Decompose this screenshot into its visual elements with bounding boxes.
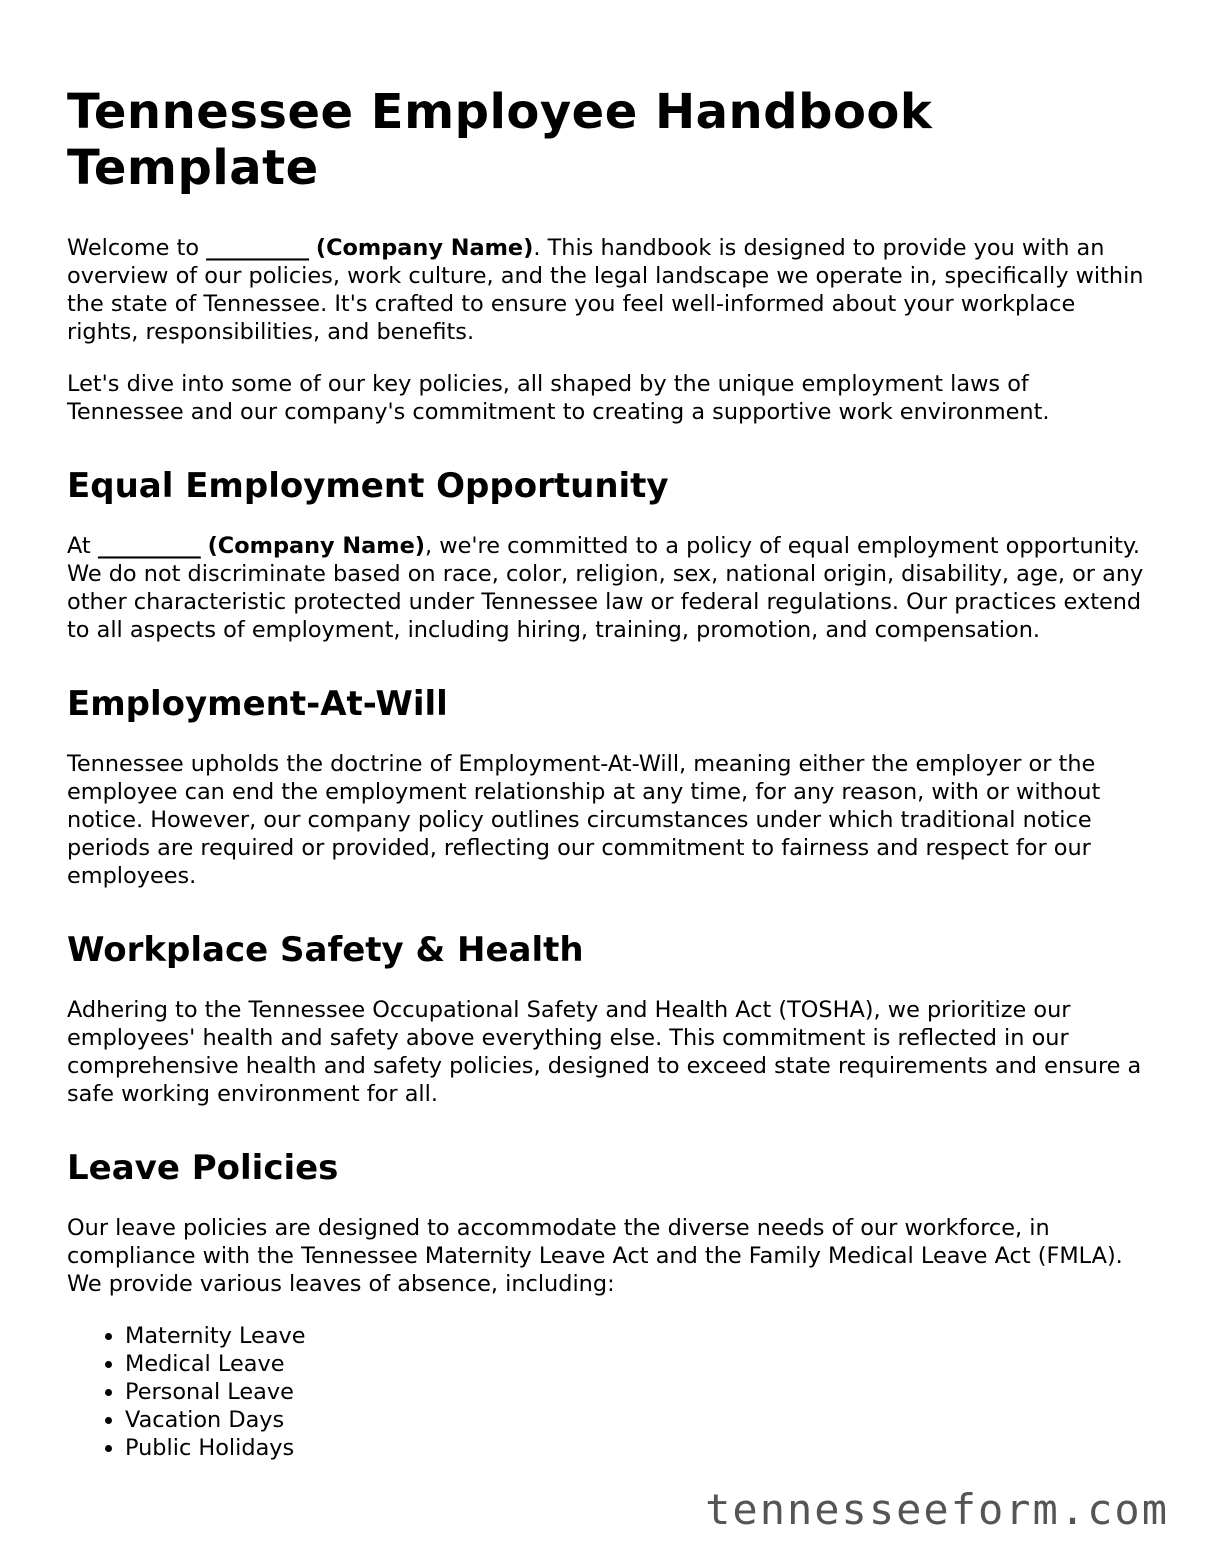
at-will-paragraph: Tennessee upholds the doctrine of Employment-At-Will, meaning either the employer or the employee can end the employment relationship at any time, for any reason, with or without notice. However, our company policy outlines circumstances under which traditional notice periods are required or provided, reflecting our commitment to fairness and respect for our employees.: [67, 751, 1101, 889]
safety-paragraph: Adhering to the Tennessee Occupational Safety and Health Act (TOSHA), we prioritize our employees' health and safety above everything else. This commitment is reflected in our comprehensive health and safety policies, designed to exceed state requirements and ensure a safe working environment for all.: [67, 997, 1142, 1107]
site-watermark: tennesseeform.com: [705, 1485, 1169, 1534]
company-name-label: (Company Name): [199, 533, 426, 559]
intro-paragraph-2: Let's dive into some of our key policies, all shaped by the unique employment laws of Tennessee and our company's commitment to creating a supportive work environment.: [67, 371, 1050, 425]
document-page: [67, 84, 1147, 1462]
at-will-heading: Employment-At-Will: [67, 684, 448, 724]
leave-heading: Leave Policies: [67, 1148, 339, 1188]
leave-paragraph: Our leave policies are designed to accommodate the diverse needs of our workforce, in compliance with the Tennessee Maternity Leave Act and the Family Medical Leave Act (FMLA). We provide various leaves of absence, including:: [67, 1215, 1123, 1297]
list-item: • Medical Leave: [125, 1350, 1147, 1378]
intro-prefix: Welcome to: [67, 235, 207, 261]
intro-text: . This handbook is designed to provide you with an overview of our policies, work culture, and the legal landscape we operate in, specifically within the state of Tennessee. It's crafted to ensure you feel well-informed about your workplace rights, responsibilities, and benefits.: [67, 235, 1144, 345]
list-item: • Maternity Leave: [125, 1322, 1147, 1350]
company-name-blank: __________: [206, 235, 309, 261]
eeo-heading: Equal Employment Opportunity: [67, 466, 669, 506]
eeo-paragraph: [67, 532, 1147, 644]
list-item: • Public Holidays: [125, 1434, 1147, 1462]
eeo-prefix: At: [67, 533, 98, 559]
company-name-label: (Company Name): [308, 235, 534, 261]
list-item: • Personal Leave: [125, 1378, 1147, 1406]
safety-heading: Workplace Safety & Health: [67, 930, 584, 970]
list-item: • Vacation Days: [125, 1406, 1147, 1434]
leave-types-list: [67, 1322, 1147, 1462]
eeo-text: , we're committed to a policy of equal employment opportunity. We do not discriminate based on race, color, religion, sex, national origin, disability, age, or any other characteristic protected under Tennessee law or federal regulations. Our practices extend to all aspects of employment, including hiring, training, promotion, and compensation.: [67, 533, 1144, 643]
company-name-blank: __________: [97, 533, 200, 559]
intro-paragraph-1: [67, 234, 1147, 346]
page-title: Tennessee Employee Handbook Template: [67, 84, 933, 196]
